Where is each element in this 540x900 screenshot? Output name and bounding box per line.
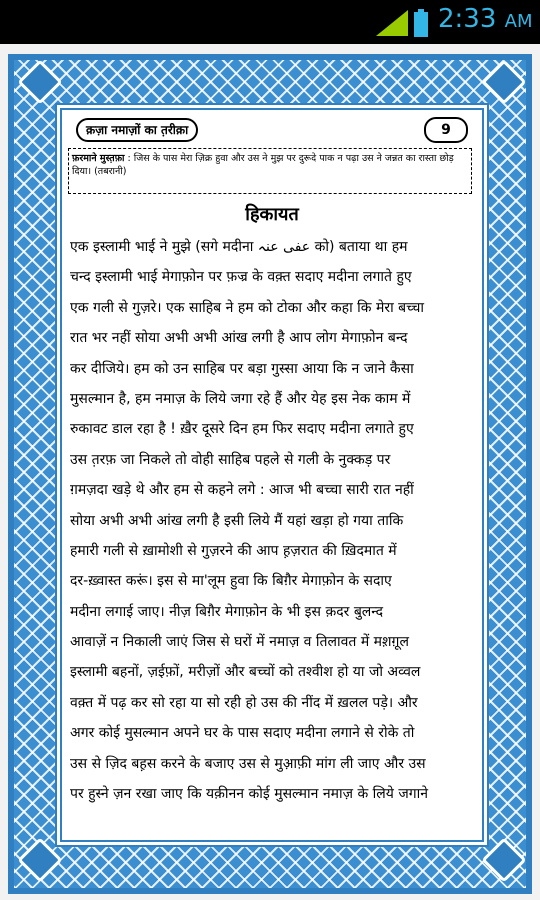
text-line: एक इस्लामी भाई ने मुझे (सगे मदीना عفی عنہ को) बताया था हम	[70, 239, 408, 255]
text-line: सोया अभी अभी आंख लगी है इसी लिये मैं यहां खड़ा हो गया ताकि	[70, 512, 404, 529]
page-number: 9	[424, 117, 468, 143]
text-line: कर दीजिये। हम को उन साहिब पर बड़ा गुस्सा आया कि न जाने कैसा	[70, 360, 414, 377]
clock-ampm: AM	[504, 11, 533, 32]
text-line: उस त़रफ़ जा निकले तो वोही साहिब पहले से गली के नुक्कड़ पर	[70, 451, 391, 468]
status-time	[438, 4, 533, 34]
status-bar	[0, 0, 540, 44]
page-content	[60, 108, 484, 842]
book-page[interactable]	[0, 44, 540, 900]
story-body	[70, 232, 474, 837]
battery-icon	[414, 9, 428, 37]
text-line: ग़मज़दा खड़े थे और हम से कहने लगे : आज भी बच्चा सारी रात नहीं	[70, 482, 414, 499]
text-line: हमारी गली से ख़ामोशी से गुज़रने की आप ह़ज़रात की ख़िदमात में	[70, 542, 397, 559]
page-header	[72, 116, 472, 142]
text-line: आवाज़ें न निकाली जाएं जिस से घरों में नमाज़ व तिलावत में मश़ग़ूल	[70, 634, 409, 651]
text-line: एक गली से गुज़रे। एक साहिब ने हम को टोका और कहा कि मेरा बच्चा	[70, 299, 424, 316]
text-line: रुकावट डाल रहा है ! ख़ैर दूसरे दिन हम फिर सदाए मदीना लगाते हुए	[70, 421, 414, 438]
text-line: मुसल्मान है, हम नमाज़ के लिये जगा रहे हैं और येह इस नेक काम में	[70, 390, 411, 407]
text-line: चन्द इस्लामी भाई मेगाफ़ोन पर फ़ज्र के वक़्त सदाए मदीना लगाते हुए	[70, 269, 412, 286]
text-line: अगर कोई मुसल्मान अपने घर के पास सदाए मदीना लगाने से रोके तो	[70, 725, 415, 742]
text-line: दर-ख़्वास्त करूं। इस से मा'लूम हुवा कि बिग़ैर मेगाफ़ोन के सदाए	[70, 573, 392, 590]
text-line: इस्लामी बहनों, ज़ईफ़ों, मरीज़ों और बच्चों को तश्वीश हो या जो अव्वल	[70, 664, 421, 681]
text-line: मदीना लगाई जाए। नीज़ बिग़ैर मेगाफ़ोन के भी इस क़दर बुलन्द	[70, 603, 384, 620]
hadith-box	[68, 148, 472, 194]
text-line: उस से ज़िद बह़स करने के बजाए उस से मुआ़फ़ी मांग ली जाए और उस	[70, 755, 426, 772]
clock-time: 2:33	[438, 4, 497, 34]
story-heading: हिकायत	[245, 204, 299, 225]
text-line: रात भर नहीं सोया अभी अभी आंख लगी है आप लोग मेगाफ़ोन बन्द	[70, 330, 408, 347]
book-title: क़ज़ा नमाज़ों का त़रीक़ा	[76, 118, 198, 142]
signal-icon	[376, 10, 408, 36]
text-line: पर हुस्ने ज़न रखा जाए कि यक़ीनन कोई मुसल्मान नमाज़ के लिये जगाने	[70, 786, 429, 803]
hadith-text: : जिस के पास मेरा ज़िक्र हुवा और उस ने मुझ पर दुरूदे पाक न पढ़ा उस ने जन्नत का रास्ता छोड़ दिया। (तबरानी)	[72, 153, 454, 177]
text-line: वक़्त में पढ़ कर सो रहा या सो रही हो उस की नींद में ख़लल पड़े। और	[70, 694, 418, 711]
hadith-label: फ़रमाने मुस्त़फ़ा	[72, 153, 125, 164]
